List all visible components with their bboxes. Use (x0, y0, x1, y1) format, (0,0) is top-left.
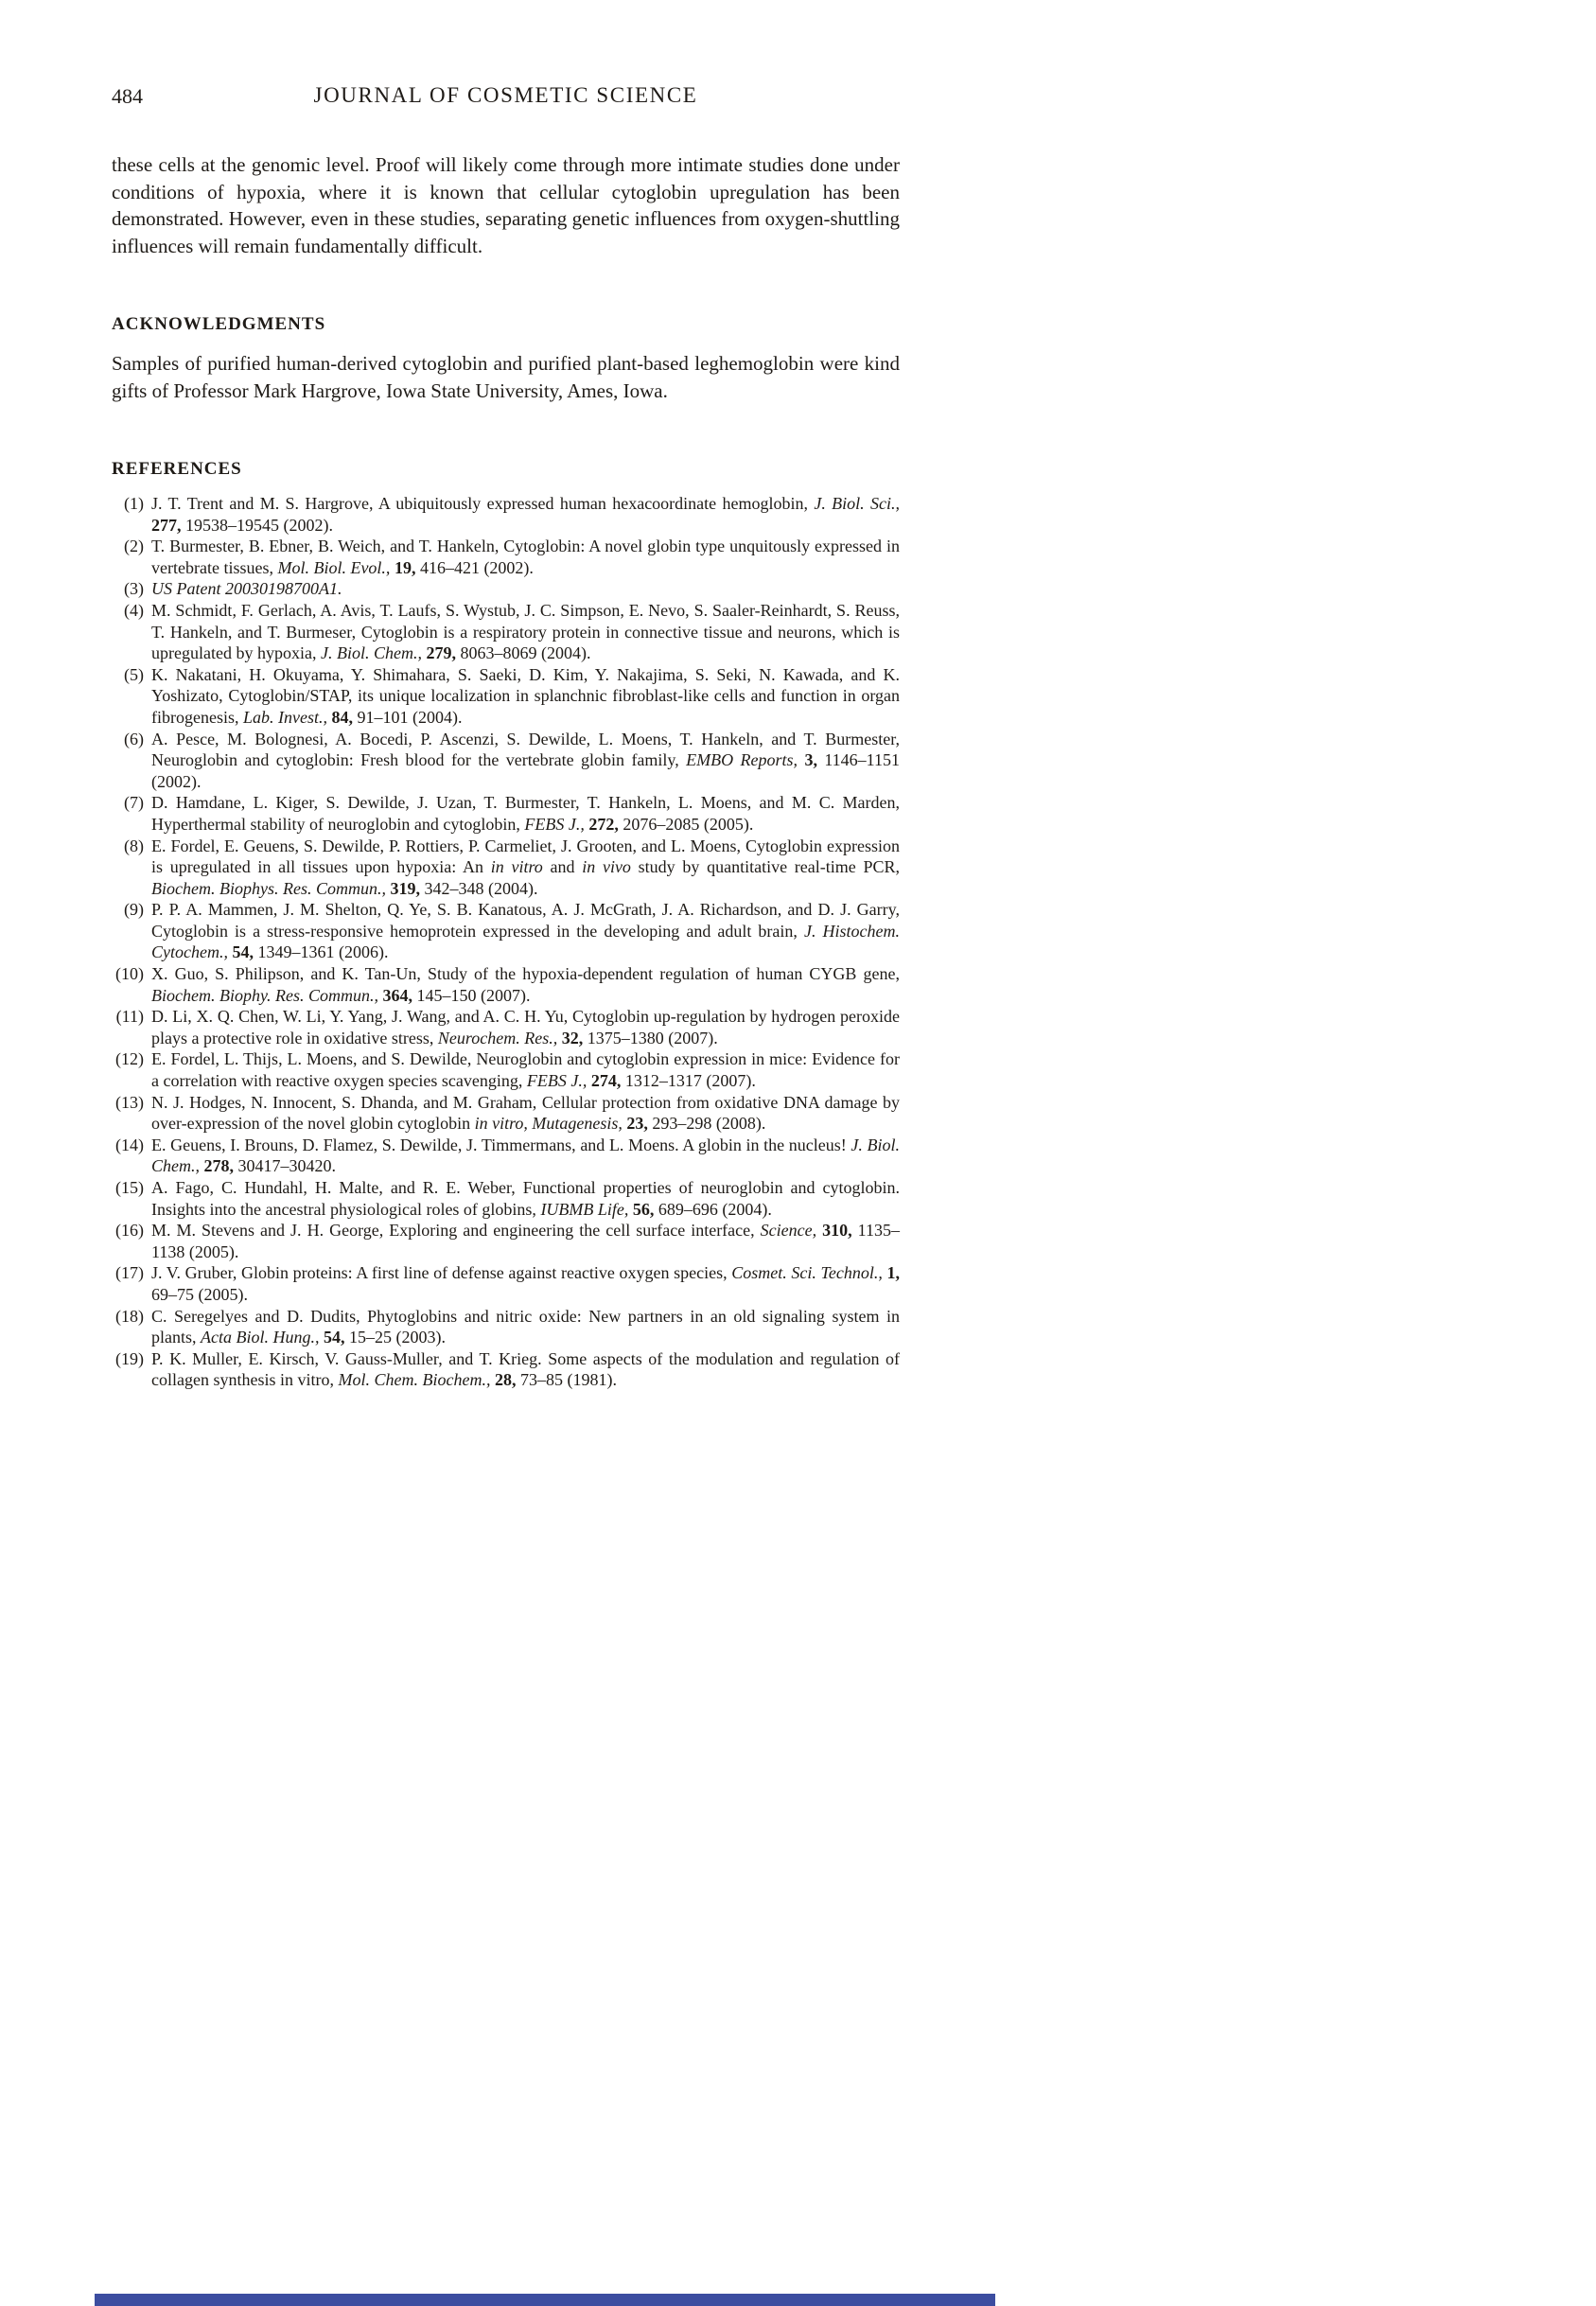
reference-number: (15) (115, 1178, 144, 1197)
reference-number: (3) (124, 579, 144, 599)
page-header (112, 83, 900, 112)
reference-item: (2) T. Burmester, B. Ebner, B. Weich, and T. Hankeln, Cytoglobin: A novel globin type unquitously expressed in vertebrate tissues, Mol. Biol. Evol., 19, 416–421 (2002). (112, 536, 900, 578)
reference-item: (1) J. T. Trent and M. S. Hargrove, A ubiquitously expressed human hexacoordinate hemoglobin, J. Biol. Sci., 277, 19538–19545 (2002). (112, 493, 900, 536)
reference-number: (2) (124, 537, 144, 556)
reference-number: (13) (115, 1092, 144, 1112)
reference-number: (8) (124, 836, 144, 855)
body-paragraph: these cells at the genomic level. Proof will likely come through more intimate studies done under conditions of hypoxia, where it is known that cellular cytoglobin upregulation has been demonstrated. However, even in these studies, separating genetic influences from oxygen-shuttling influences will remain fundamentally difficult. (112, 153, 900, 257)
reference-list (112, 493, 900, 1391)
reference-item: (13) N. J. Hodges, N. Innocent, S. Dhanda, and M. Graham, Cellular protection from oxidative DNA damage by over-expression of the novel globin cytoglobin in vitro, Mutagenesis, 23, 293–298 (2008). (112, 1092, 900, 1135)
reference-item: (7) D. Hamdane, L. Kiger, S. Dewilde, J. Uzan, T. Burmester, T. Hankeln, L. Moens, and M. C. Marden, Hyperthermal stability of neuroglobin and cytoglobin, FEBS J., 272, 2076–2085 (2005). (112, 792, 900, 835)
reference-number: (10) (115, 964, 144, 984)
reference-number: (6) (124, 729, 144, 748)
acknowledgments-text: Samples of purified human-derived cytoglobin and purified plant-based leghemoglobin were kind gifts of Professor Mark Hargrove, Iowa State University, Ames, Iowa. (112, 352, 900, 402)
acknowledgments-heading: ACKNOWLEDGMENTS (112, 314, 326, 334)
reference-number: (17) (115, 1263, 144, 1283)
reference-number: (16) (115, 1221, 144, 1241)
reference-item: (16) M. M. Stevens and J. H. George, Exploring and engineering the cell surface interface, Science, 310, 1135–1138 (2005). (112, 1220, 900, 1262)
reference-number: (11) (115, 1007, 144, 1027)
running-head: JOURNAL OF COSMETIC SCIENCE (313, 83, 698, 107)
reference-number: (9) (124, 900, 144, 920)
reference-item: (11) D. Li, X. Q. Chen, W. Li, Y. Yang, J. Wang, and A. C. H. Yu, Cytoglobin up-regulation by hydrogen peroxide plays a protective role in oxidative stress, Neurochem. Res., 32, 1375–1380 (2007). (112, 1006, 900, 1048)
reference-number: (7) (124, 793, 144, 813)
reference-item: (15) A. Fago, C. Hundahl, H. Malte, and R. E. Weber, Functional properties of neuroglobin and cytoglobin. Insights into the ancestral physiological roles of globins, IUBMB Life, 56, 689–696 (2004). (112, 1177, 900, 1220)
reference-number: (19) (115, 1348, 144, 1368)
reference-number: (18) (115, 1306, 144, 1326)
reference-item: (9) P. P. A. Mammen, J. M. Shelton, Q. Ye, S. B. Kanatous, A. J. McGrath, J. A. Richardson, and D. J. Garry, Cytoglobin is a stress-responsive hemoprotein expressed in the developing and adult brain, J. Histochem. Cytochem., 54, 1349–1361 (2006). (112, 899, 900, 963)
reference-item: (6) A. Pesce, M. Bolognesi, A. Bocedi, P. Ascenzi, S. Dewilde, L. Moens, T. Hankeln, and T. Burmester, Neuroglobin and cytoglobin: Fresh blood for the vertebrate globin family, EMBO Reports, 3, 1146–1151 (2002). (112, 729, 900, 793)
reference-item: (18) C. Seregelyes and D. Dudits, Phytoglobins and nitric oxide: New partners in an old signaling system in plants, Acta Biol. Hung., 54, 15–25 (2003). (112, 1306, 900, 1348)
journal-page (112, 83, 900, 1391)
reference-item: (5) K. Nakatani, H. Okuyama, Y. Shimahara, S. Saeki, D. Kim, Y. Nakajima, S. Seki, N. Kawada, and K. Yoshizato, Cytoglobin/STAP, its unique localization in splanchnic fibroblast-like cells and function in organ fibrogenesis, Lab. Invest., 84, 91–101 (2004). (112, 664, 900, 729)
reference-item: (12) E. Fordel, L. Thijs, L. Moens, and S. Dewilde, Neuroglobin and cytoglobin expression in mice: Evidence for a correlation with reactive oxygen species scavenging, FEBS J., 274, 1312–1317 (2007). (112, 1048, 900, 1091)
reference-number: (5) (124, 664, 144, 684)
references-heading: REFERENCES (112, 459, 242, 479)
reference-number: (1) (124, 494, 144, 513)
reference-number: (4) (124, 600, 144, 620)
page-number: 484 (112, 84, 143, 108)
reference-item: (8) E. Fordel, E. Geuens, S. Dewilde, P. Rottiers, P. Carmeliet, J. Grooten, and L. Moens, Cytoglobin expression is upregulated in all tissues upon hypoxia: An in vitro and in vivo study by quantitative real-time PCR, Biochem. Biophys. Res. Commun., 319, 342–348 (2004). (112, 836, 900, 900)
reference-item: (14) E. Geuens, I. Brouns, D. Flamez, S. Dewilde, J. Timmermans, and L. Moens. A globin in the nucleus! J. Biol. Chem., 278, 30417–30420. (112, 1135, 900, 1177)
reference-item: (17) J. V. Gruber, Globin proteins: A first line of defense against reactive oxygen species, Cosmet. Sci. Technol., 1, 69–75 (2005). (112, 1262, 900, 1305)
reference-item: (19) P. K. Muller, E. Kirsch, V. Gauss-Muller, and T. Krieg. Some aspects of the modulation and regulation of collagen synthesis in vitro, Mol. Chem. Biochem., 28, 73–85 (1981). (112, 1348, 900, 1391)
reference-item: (10) X. Guo, S. Philipson, and K. Tan-Un, Study of the hypoxia-dependent regulation of human CYGB gene, Biochem. Biophy. Res. Commun., 364, 145–150 (2007). (112, 963, 900, 1006)
bottom-scan-artifact (95, 2294, 995, 2306)
reference-item: (4) M. Schmidt, F. Gerlach, A. Avis, T. Laufs, S. Wystub, J. C. Simpson, E. Nevo, S. Saaler-Reinhardt, S. Reuss, T. Hankeln, and T. Burmeser, Cytoglobin is a respiratory protein in connective tissue and neurons, which is upregulated by hypoxia, J. Biol. Chem., 279, 8063–8069 (2004). (112, 600, 900, 664)
reference-number: (14) (115, 1135, 144, 1154)
reference-number: (12) (115, 1049, 144, 1069)
reference-item: (3) US Patent 20030198700A1. (112, 578, 900, 600)
